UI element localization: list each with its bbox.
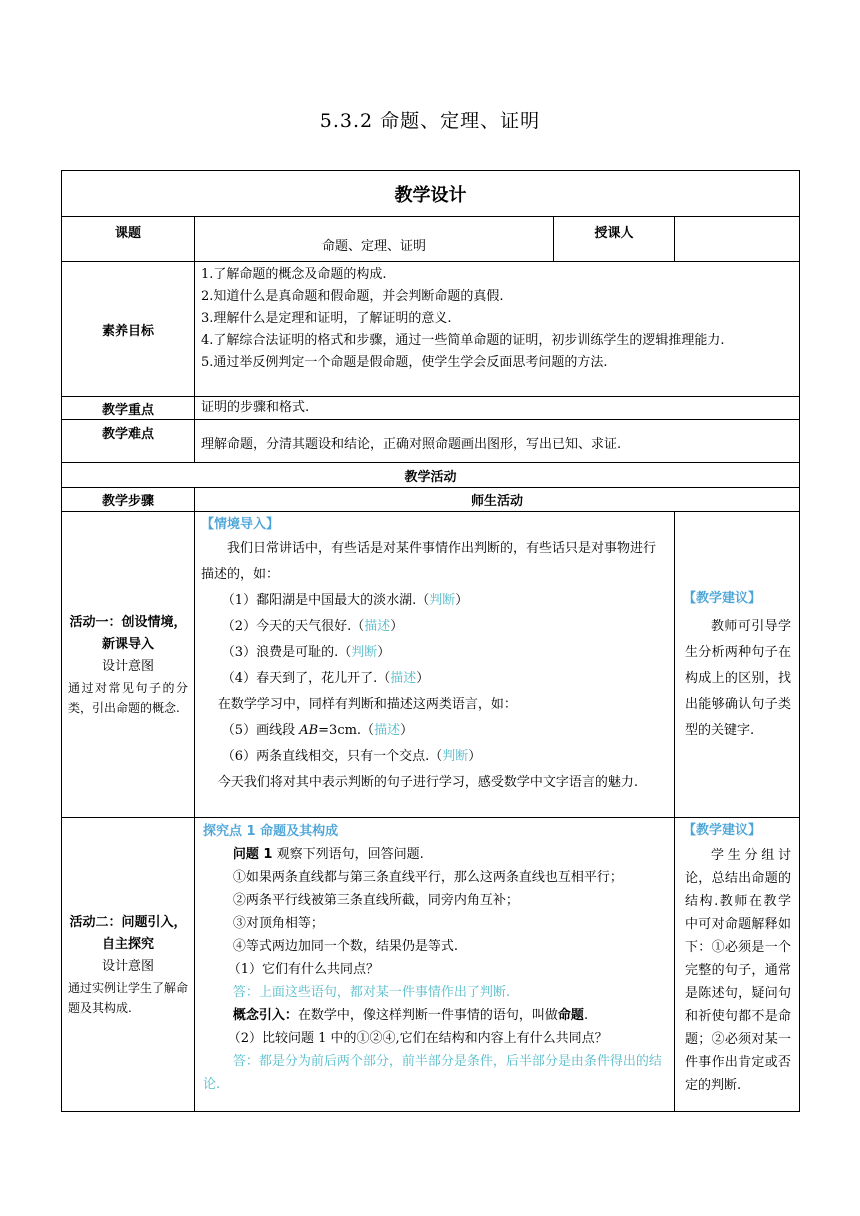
difficulty-label: 教学难点 [62, 420, 195, 463]
activity2-advice-text: 学生分组讨论，总结出命题的结构.教师在教学中可对命题解释如下：①必须是一个完整的句子，通常是陈述句，疑问句和祈使句都不是命题；②必须对某一件事作出肯定或否定的判断. [685, 848, 791, 1093]
concept-intro: 概念引入：在数学中，像这样判断一件事情的语句，叫做命题. [232, 1008, 589, 1023]
answer-tag: 描述 [364, 619, 391, 634]
goal-item: 1.了解命题的概念及命题的构成. [201, 267, 387, 282]
example-item: （5）画线段 AB=3cm.（描述） [221, 723, 414, 738]
activity1-advice-text: 教师可引导学生分析两种句子在构成上的区别，找出能够确认句子类型的关键字. [685, 618, 791, 738]
goal-item: 2.知道什么是真命题和假命题，并会判断命题的真假. [201, 289, 504, 304]
goals-list [195, 262, 800, 397]
activity1-advice-title: 【教学建议】 [683, 590, 762, 606]
activity2-design-label: 设计意图 [101, 958, 154, 974]
activity1-outro: 今天我们将对其中表示判断的句子进行学习，感受数学中文字语言的魅力. [217, 775, 639, 790]
activity2-cell [62, 818, 195, 1112]
teacher-value [675, 217, 800, 262]
document-title: 5.3.2 命题、定理、证明 [319, 110, 541, 132]
teacher-student-label: 师生活动 [195, 488, 800, 512]
statement-item: ③对顶角相等； [232, 916, 324, 931]
example-item: （1）鄱阳湖是中国最大的淡水湖.（判断） [221, 593, 469, 608]
question1: 问题 1 观察下列语句，回答问题. [232, 847, 424, 862]
lesson-plan-table [61, 170, 800, 1112]
statement-item: ④等式两边加同一个数，结果仍是等式. [232, 939, 459, 954]
answer-tag: 描述 [374, 723, 401, 738]
key-value: 证明的步骤和格式. [195, 397, 800, 420]
teacher-label: 授课人 [554, 217, 675, 262]
answer-tag: 判断 [442, 749, 469, 764]
activity2-advice-cell [675, 818, 800, 1112]
statement-item: ②两条平行线被第三条直线所截，同旁内角互补； [232, 893, 519, 908]
goal-item: 4.了解综合法证明的格式和步骤，通过一些简单命题的证明，初步训练学生的逻辑推理能力. [201, 333, 725, 348]
key-label: 教学重点 [62, 397, 195, 420]
topic-value: 命题、定理、证明 [195, 217, 554, 262]
answer2: 答：都是分为前后两个部分，前半部分是条件，后半部分是由条件得出的结论. [203, 1054, 662, 1092]
activity1-title: 活动一：创设情境，新课导入 [69, 614, 187, 652]
activity1-content [195, 512, 675, 818]
statement-item: ①如果两条直线都与第三条直线平行，那么这两条直线也互相平行； [232, 870, 623, 885]
activity1-advice-cell [675, 512, 800, 818]
example-item: （3）浪费是可耻的.（判断） [221, 645, 391, 660]
activity1-intro: 我们日常讲话中，有些话是对某件事情作出判断的，有些话只是对事物进行描述的，如： [201, 541, 657, 582]
answer1: 答：上面这些语句，都对某一件事情作出了判断. [232, 985, 511, 1000]
goal-item: 5.通过举反例判定一个命题是假命题，使学生学会反面思考问题的方法. [201, 355, 608, 370]
activity2-advice-title: 【教学建议】 [683, 823, 762, 838]
difficulty-value: 理解命题，分清其题设和结论，正确对照命题画出图形，写出已知、求证. [195, 420, 800, 463]
activity2-design-text: 通过实例让学生了解命题及其构成. [68, 980, 189, 1015]
sub-question2: （2）比较问题 1 中的①②④,它们在结构和内容上有什么共同点？ [227, 1031, 608, 1046]
topic-label: 课题 [62, 217, 195, 262]
goals-label: 素养目标 [62, 262, 195, 397]
activities-header: 教学活动 [62, 463, 800, 488]
sub-question1: （1）它们有什么共同点？ [227, 962, 379, 977]
activity2-section: 探究点 1 命题及其构成 [203, 824, 339, 839]
example-item: （6）两条直线相交，只有一个交点.（判断） [221, 749, 482, 764]
goal-item: 3.理解什么是定理和证明，了解证明的意义. [201, 311, 452, 326]
answer-tag: 描述 [390, 671, 417, 686]
activity1-middle: 在数学学习中，同样有判断和描述这两类语言，如： [217, 697, 517, 712]
example-item: （2）今天的天气很好.（描述） [221, 619, 404, 634]
activity2-content [195, 818, 675, 1112]
design-header: 教学设计 [62, 171, 800, 217]
activity1-cell [62, 512, 195, 818]
example-item: （4）春天到了，花儿开了.（描述） [221, 671, 430, 686]
activity1-design-label: 设计意图 [101, 658, 154, 674]
activity2-title: 活动二：问题引入，自主探究 [69, 914, 187, 952]
answer-tag: 判断 [351, 645, 378, 660]
activity1-section: 【情境导入】 [201, 517, 280, 532]
answer-tag: 判断 [429, 593, 456, 608]
activity1-design-text: 通过对常见句子的分类，引出命题的概念. [68, 680, 188, 715]
steps-label: 教学步骤 [62, 488, 195, 512]
